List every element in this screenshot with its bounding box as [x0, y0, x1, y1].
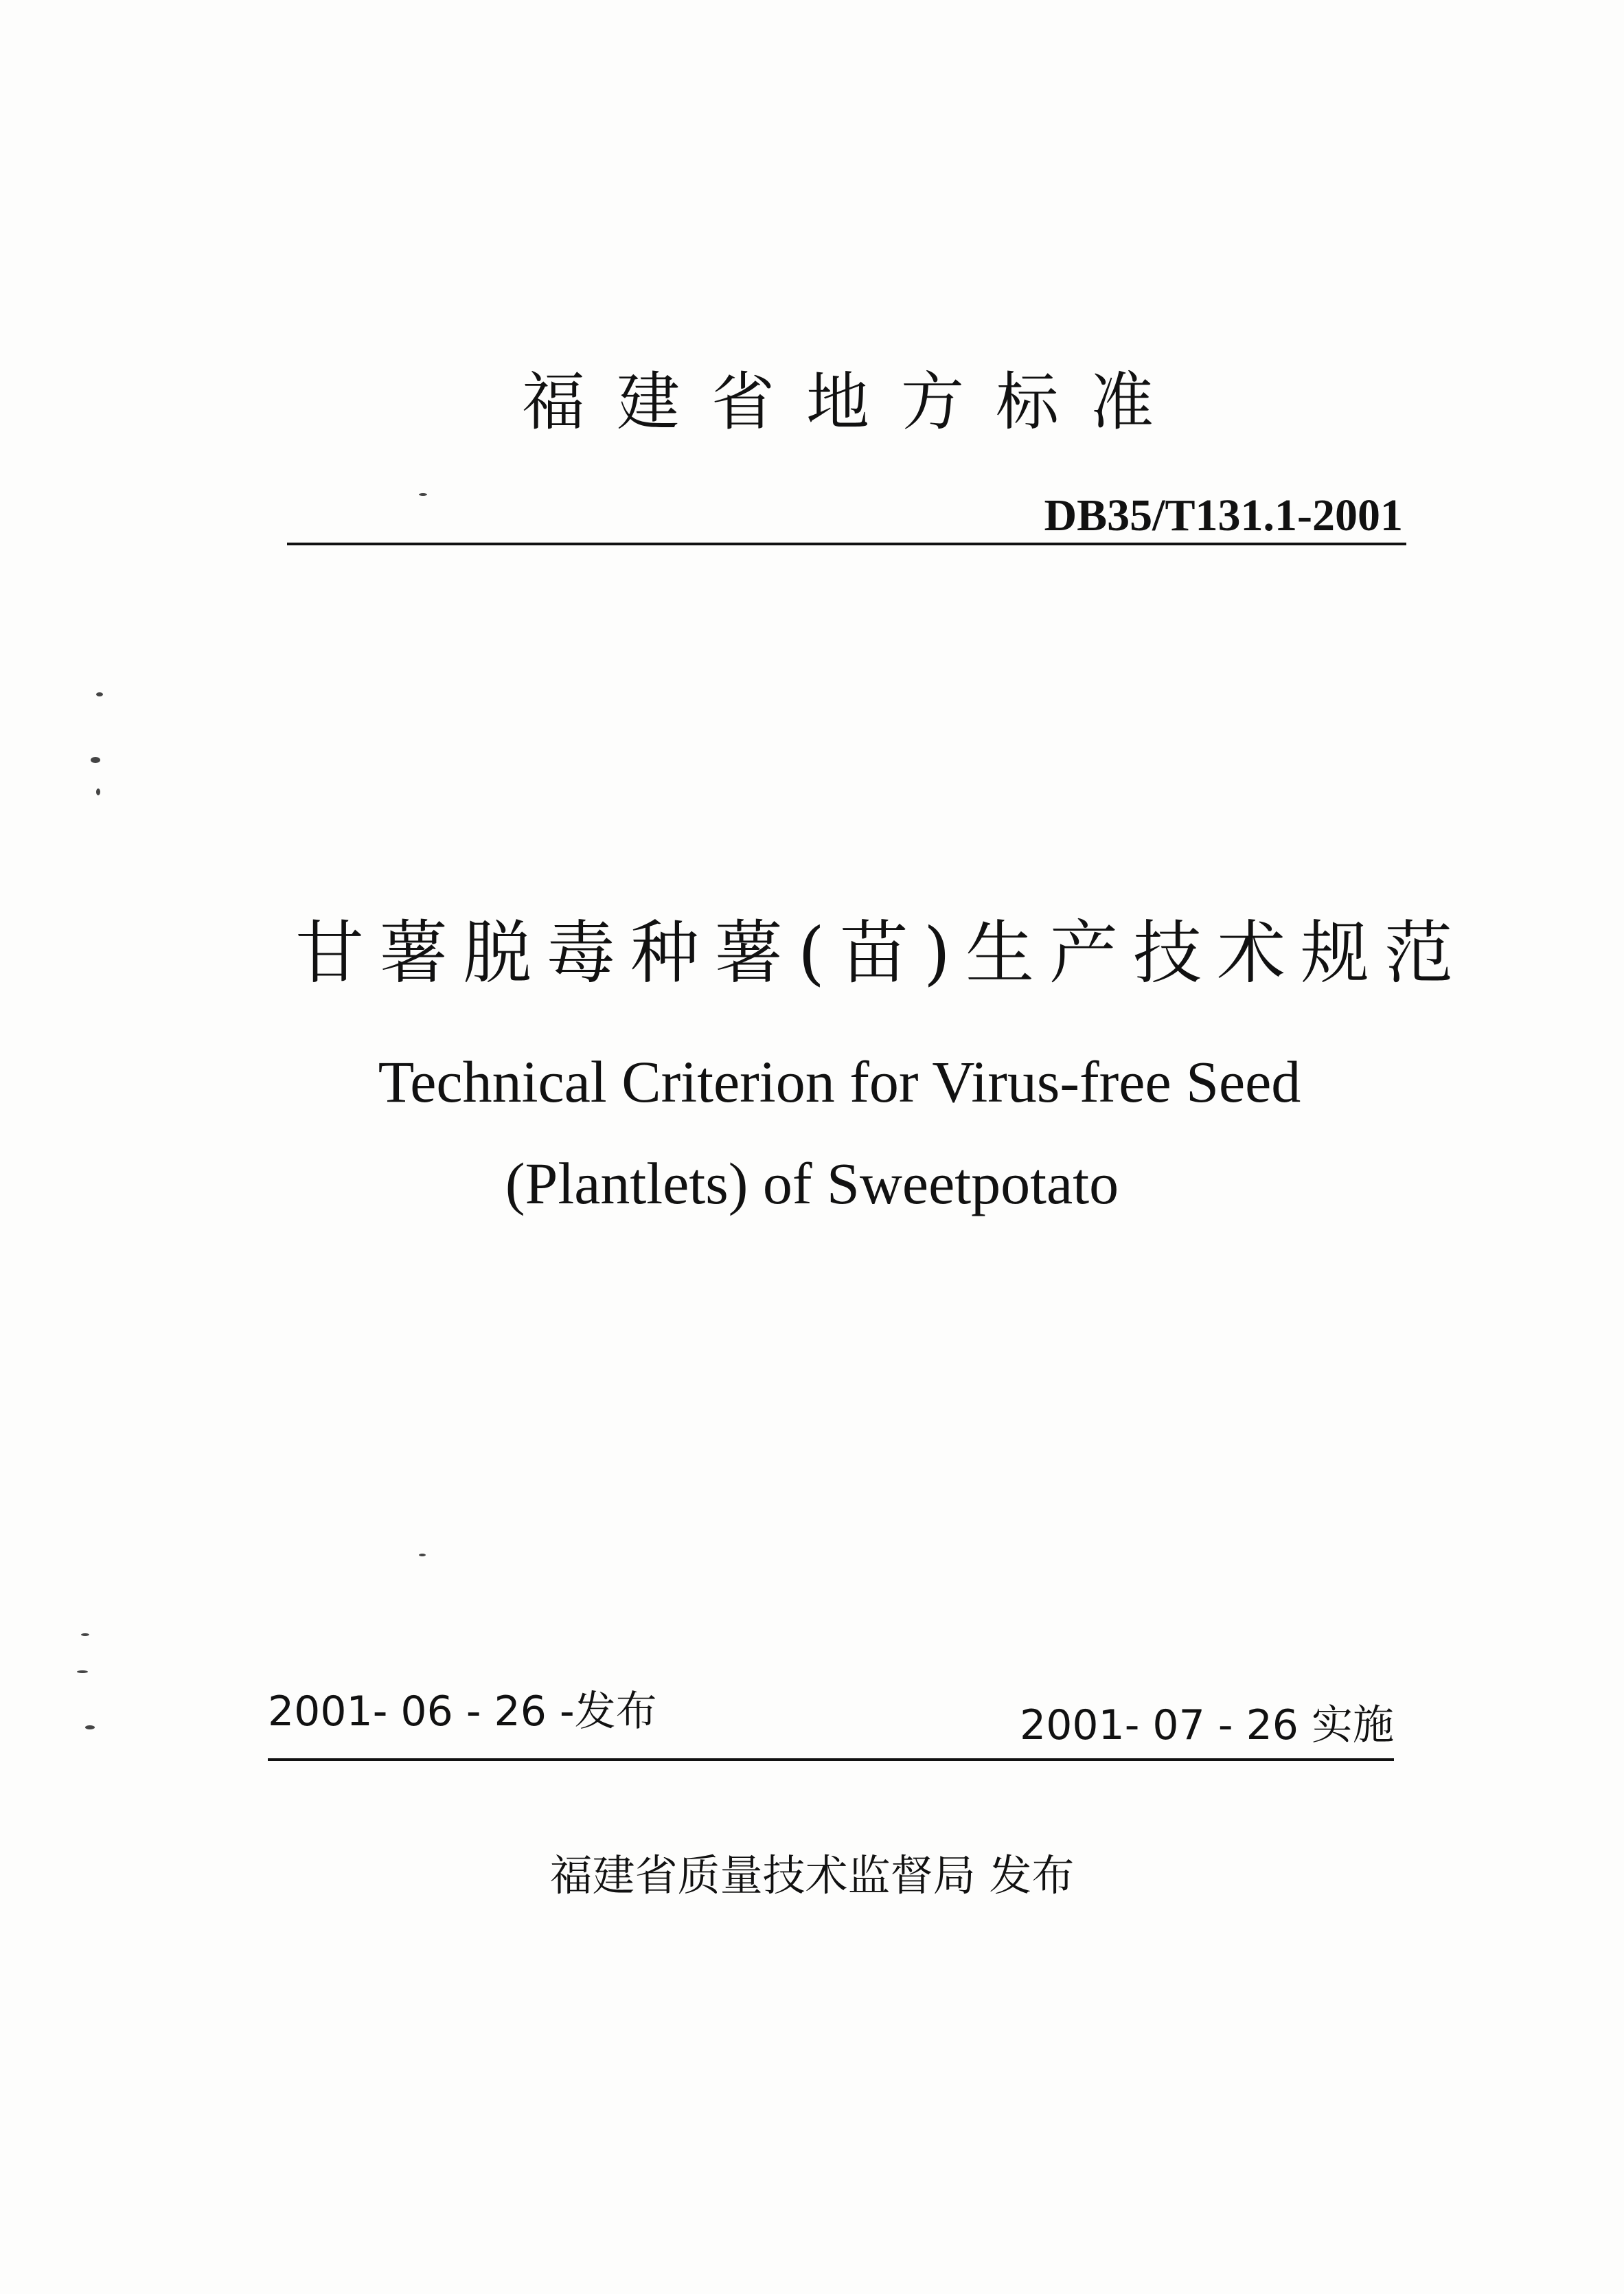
implement-date: 2001- 07 - 26 实施 — [1020, 1701, 1394, 1749]
issue-date: 2001- 06 - 26 -发布 — [268, 1688, 657, 1736]
scan-speck — [96, 788, 100, 795]
bottom-divider — [268, 1758, 1394, 1761]
scan-speck — [85, 1725, 95, 1729]
english-title-line1: Technical Criterion for Virus-free Seed — [378, 1049, 1301, 1115]
scan-speck — [419, 493, 427, 496]
scan-speck — [91, 757, 100, 763]
top-divider — [287, 543, 1406, 545]
scan-speck — [81, 1633, 89, 1636]
standard-code: DB35/T131.1-2001 — [1044, 490, 1403, 541]
header-title: 福建省地方标准 — [522, 365, 1186, 439]
chinese-title: 甘薯脱毒种薯(苗)生产技术规范 — [295, 913, 1469, 993]
scan-speck — [96, 692, 103, 696]
scan-speck — [77, 1670, 88, 1673]
scan-speck — [419, 1554, 426, 1556]
issuing-authority: 福建省质量技术监督局 发布 — [549, 1850, 1075, 1900]
english-title-line2: (Plantlets) of Sweetpotato — [505, 1150, 1119, 1216]
